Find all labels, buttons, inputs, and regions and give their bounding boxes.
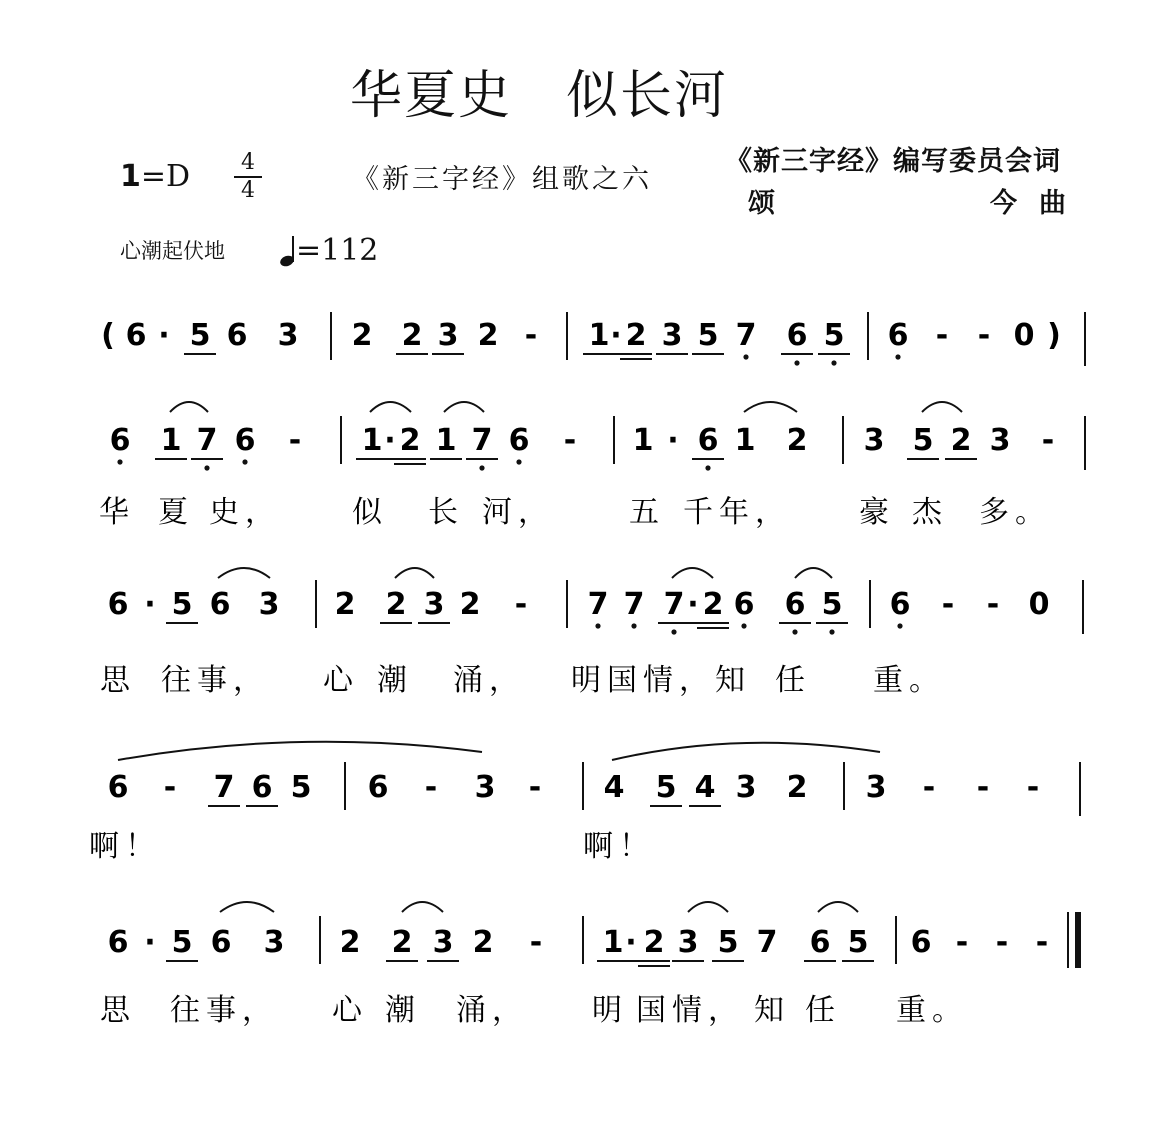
low-octave-dot <box>204 465 209 470</box>
jianpu-note: 5 <box>717 925 739 960</box>
jianpu-note: 3 <box>863 423 885 458</box>
lyric-syllable: 千年， <box>683 495 791 530</box>
slur <box>922 402 962 412</box>
jianpu-note: 5 <box>697 318 719 353</box>
slur <box>170 402 208 412</box>
jianpu-note: 5 <box>912 423 934 458</box>
lyric-syllable: 心 <box>323 663 359 698</box>
jianpu-note: 6 <box>107 770 129 805</box>
composer-role: 今曲 <box>990 188 1088 219</box>
jianpu-note: 1 <box>160 423 182 458</box>
jianpu-note: 1 <box>361 423 383 458</box>
low-octave-dot <box>897 623 902 628</box>
jianpu-note: 6 <box>109 423 131 458</box>
jianpu-note: 6 <box>210 925 232 960</box>
lyric-syllable: 长 <box>428 495 464 530</box>
lyric-syllable: 涌， <box>456 993 528 1028</box>
slur <box>218 568 270 578</box>
lyricist-credit: 《新三字经》编写委员会词 <box>725 146 1061 177</box>
jianpu-note: 6 <box>733 587 755 622</box>
lyric-syllable: 华 <box>99 495 135 530</box>
lyric-syllable: 河， <box>482 495 554 530</box>
jianpu-note: 2 <box>385 587 407 622</box>
key-number: 1 <box>120 159 141 194</box>
jianpu-note: 7 <box>756 925 778 960</box>
jianpu-note: 5 <box>171 587 193 622</box>
lyric-syllable: 杰 <box>912 495 948 530</box>
jianpu-note: 2 <box>351 318 373 353</box>
dash-note: - <box>424 770 438 805</box>
dash-note: - <box>1035 925 1049 960</box>
jianpu-note: 6 <box>107 587 129 622</box>
jianpu-note: 7 <box>471 423 493 458</box>
phrase-slur <box>118 742 482 760</box>
jianpu-note: 2 <box>643 925 665 960</box>
lyric-syllable: 重。 <box>896 993 968 1028</box>
low-octave-dot <box>117 459 122 464</box>
composer-name: 颂 <box>748 188 775 219</box>
jianpu-note: 6 <box>784 587 806 622</box>
jianpu-note: 6 <box>125 318 147 353</box>
dash-note: - <box>977 318 991 353</box>
lyric-syllable: 多。 <box>979 495 1051 530</box>
jianpu-note: 5 <box>171 925 193 960</box>
lyric-syllable: 豪 <box>859 495 895 530</box>
lyric-syllable: 心 <box>332 993 368 1028</box>
lyric-syllable: 知 <box>754 993 790 1028</box>
lyric-syllable: 重。 <box>873 663 945 698</box>
jianpu-note: 2 <box>950 423 972 458</box>
slur <box>444 402 484 412</box>
jianpu-note: ( <box>101 318 115 353</box>
jianpu-note: 2 <box>401 318 423 353</box>
jianpu-note: 6 <box>508 423 530 458</box>
jianpu-note: 4 <box>694 770 716 805</box>
jianpu-note: 6 <box>786 318 808 353</box>
low-octave-dot <box>743 354 748 359</box>
jianpu-note: 6 <box>887 318 909 353</box>
slur <box>744 402 797 412</box>
jianpu-note: 5 <box>290 770 312 805</box>
dot-duration: · <box>144 925 156 960</box>
jianpu-note: 3 <box>865 770 887 805</box>
jianpu-note: 2 <box>399 423 421 458</box>
jianpu-note: 6 <box>234 423 256 458</box>
jianpu-note: 2 <box>786 770 808 805</box>
jianpu-note: 6 <box>251 770 273 805</box>
low-octave-dot <box>516 459 521 464</box>
score-line <box>99 423 1054 530</box>
lyric-syllable: 涌， <box>453 663 525 698</box>
jianpu-note: 2 <box>339 925 361 960</box>
jianpu-note: 6 <box>809 925 831 960</box>
low-octave-dot <box>829 629 834 634</box>
lyric-syllable: 夏 <box>158 495 194 530</box>
jianpu-note: 5 <box>821 587 843 622</box>
lyric-syllable: 国情， <box>636 993 744 1028</box>
score-lines <box>89 318 1061 1028</box>
dot-duration: · <box>667 423 679 458</box>
low-octave-dot <box>631 623 636 628</box>
dash-note: - <box>514 587 528 622</box>
lyric-syllable: 思 <box>100 663 136 698</box>
dash-note: - <box>163 770 177 805</box>
low-octave-dot <box>831 360 836 365</box>
dash-note: - <box>995 925 1009 960</box>
jianpu-note: ) <box>1047 318 1061 353</box>
jianpu-note: 1 <box>602 925 624 960</box>
jianpu-note: 7 <box>213 770 235 805</box>
jianpu-note: 7 <box>587 587 609 622</box>
jianpu-note: 5 <box>189 318 211 353</box>
low-octave-dot <box>741 623 746 628</box>
jianpu-note: 6 <box>889 587 911 622</box>
dot-duration: · <box>384 423 396 458</box>
dash-note: - <box>941 587 955 622</box>
expression-marking: 心潮起伏地 <box>120 239 225 263</box>
jianpu-note: 5 <box>655 770 677 805</box>
jianpu-note: 1 <box>734 423 756 458</box>
low-octave-dot <box>705 465 710 470</box>
slur <box>370 402 411 412</box>
jianpu-note: 3 <box>432 925 454 960</box>
dot-duration: · <box>687 587 699 622</box>
time-bottom: 4 <box>241 178 255 203</box>
dash-note: - <box>528 770 542 805</box>
dash-note: - <box>1041 423 1055 458</box>
lyric-syllable: 往事， <box>170 993 278 1028</box>
dot-duration: · <box>144 587 156 622</box>
lyric-syllable: 往事， <box>161 663 269 698</box>
low-octave-dot <box>671 629 676 634</box>
dash-note: - <box>986 587 1000 622</box>
jianpu-note: 3 <box>474 770 496 805</box>
jianpu-note: 3 <box>735 770 757 805</box>
key-equals: = <box>140 159 167 194</box>
dash-note: - <box>976 770 990 805</box>
jianpu-note: 5 <box>823 318 845 353</box>
score-line <box>100 587 1049 698</box>
low-octave-dot <box>242 459 247 464</box>
dash-note: - <box>922 770 936 805</box>
jianpu-note: 2 <box>334 587 356 622</box>
dash-note: - <box>529 925 543 960</box>
jianpu-note: 1 <box>632 423 654 458</box>
low-octave-dot <box>792 629 797 634</box>
tempo-value: =112 <box>296 233 379 268</box>
lyric-syllable: 明 <box>592 993 628 1028</box>
time-top: 4 <box>241 150 255 175</box>
jianpu-note: 7 <box>196 423 218 458</box>
jianpu-note: 2 <box>472 925 494 960</box>
jianpu-note: 7 <box>623 587 645 622</box>
slur <box>402 902 443 912</box>
jianpu-note: 2 <box>459 587 481 622</box>
jianpu-note: 2 <box>625 318 647 353</box>
jianpu-note: 5 <box>847 925 869 960</box>
slur <box>688 902 728 912</box>
dash-note: - <box>563 423 577 458</box>
lyric-syllable: 潮 <box>385 993 421 1028</box>
jianpu-note: 3 <box>277 318 299 353</box>
low-octave-dot <box>595 623 600 628</box>
jianpu-note: 6 <box>107 925 129 960</box>
jianpu-note: 3 <box>437 318 459 353</box>
score-line <box>89 770 1039 864</box>
jianpu-note: 3 <box>661 318 683 353</box>
jianpu-note: 4 <box>603 770 625 805</box>
key-letter: D <box>166 159 191 194</box>
jianpu-note: 7 <box>735 318 757 353</box>
lyric-syllable: 啊！ <box>583 829 655 864</box>
slur <box>220 902 274 912</box>
slur <box>395 568 434 578</box>
phrase-slur <box>612 743 880 760</box>
dash-note: - <box>955 925 969 960</box>
slur <box>818 902 858 912</box>
jianpu-note: 2 <box>786 423 808 458</box>
score-ornaments <box>118 312 1085 968</box>
jianpu-note: 3 <box>258 587 280 622</box>
jianpu-note: 0 <box>1028 587 1050 622</box>
lyric-syllable: 任 <box>805 993 841 1028</box>
lyric-syllable: 明国情，知 <box>571 663 751 698</box>
lyric-syllable: 啊！ <box>89 829 161 864</box>
low-octave-dot <box>794 360 799 365</box>
song-title: 华夏史 似长河 <box>350 66 729 126</box>
dot-duration: · <box>158 318 170 353</box>
jianpu-note: 1 <box>588 318 610 353</box>
dash-note: - <box>1026 770 1040 805</box>
lyric-syllable: 思 <box>100 993 136 1028</box>
slur <box>795 568 832 578</box>
jianpu-note: 3 <box>263 925 285 960</box>
jianpu-note: 2 <box>702 587 724 622</box>
jianpu-note: 1 <box>435 423 457 458</box>
song-subtitle: 《新三字经》组歌之六 <box>352 164 652 195</box>
jianpu-note: 7 <box>663 587 685 622</box>
slur <box>672 568 713 578</box>
lyric-syllable: 似 <box>352 495 388 530</box>
score-line <box>100 925 1048 1028</box>
jianpu-note: 6 <box>910 925 932 960</box>
jianpu-note: 0 <box>1013 318 1035 353</box>
jianpu-note: 2 <box>477 318 499 353</box>
jianpu-note: 6 <box>226 318 248 353</box>
jianpu-note: 3 <box>677 925 699 960</box>
score-line <box>101 318 1061 366</box>
jianpu-note: 2 <box>391 925 413 960</box>
jianpu-note: 6 <box>209 587 231 622</box>
lyric-syllable: 五 <box>629 495 665 530</box>
lyric-syllable: 史， <box>209 495 281 530</box>
dash-note: - <box>288 423 302 458</box>
lyric-syllable: 潮 <box>377 663 413 698</box>
low-octave-dot <box>479 465 484 470</box>
dash-note: - <box>935 318 949 353</box>
jianpu-note: 3 <box>989 423 1011 458</box>
dot-duration: · <box>625 925 637 960</box>
dash-note: - <box>524 318 538 353</box>
jianpu-note: 6 <box>367 770 389 805</box>
low-octave-dot <box>895 354 900 359</box>
dot-duration: · <box>610 318 622 353</box>
lyric-syllable: 任 <box>775 663 811 698</box>
jianpu-note: 6 <box>697 423 719 458</box>
jianpu-note: 3 <box>423 587 445 622</box>
